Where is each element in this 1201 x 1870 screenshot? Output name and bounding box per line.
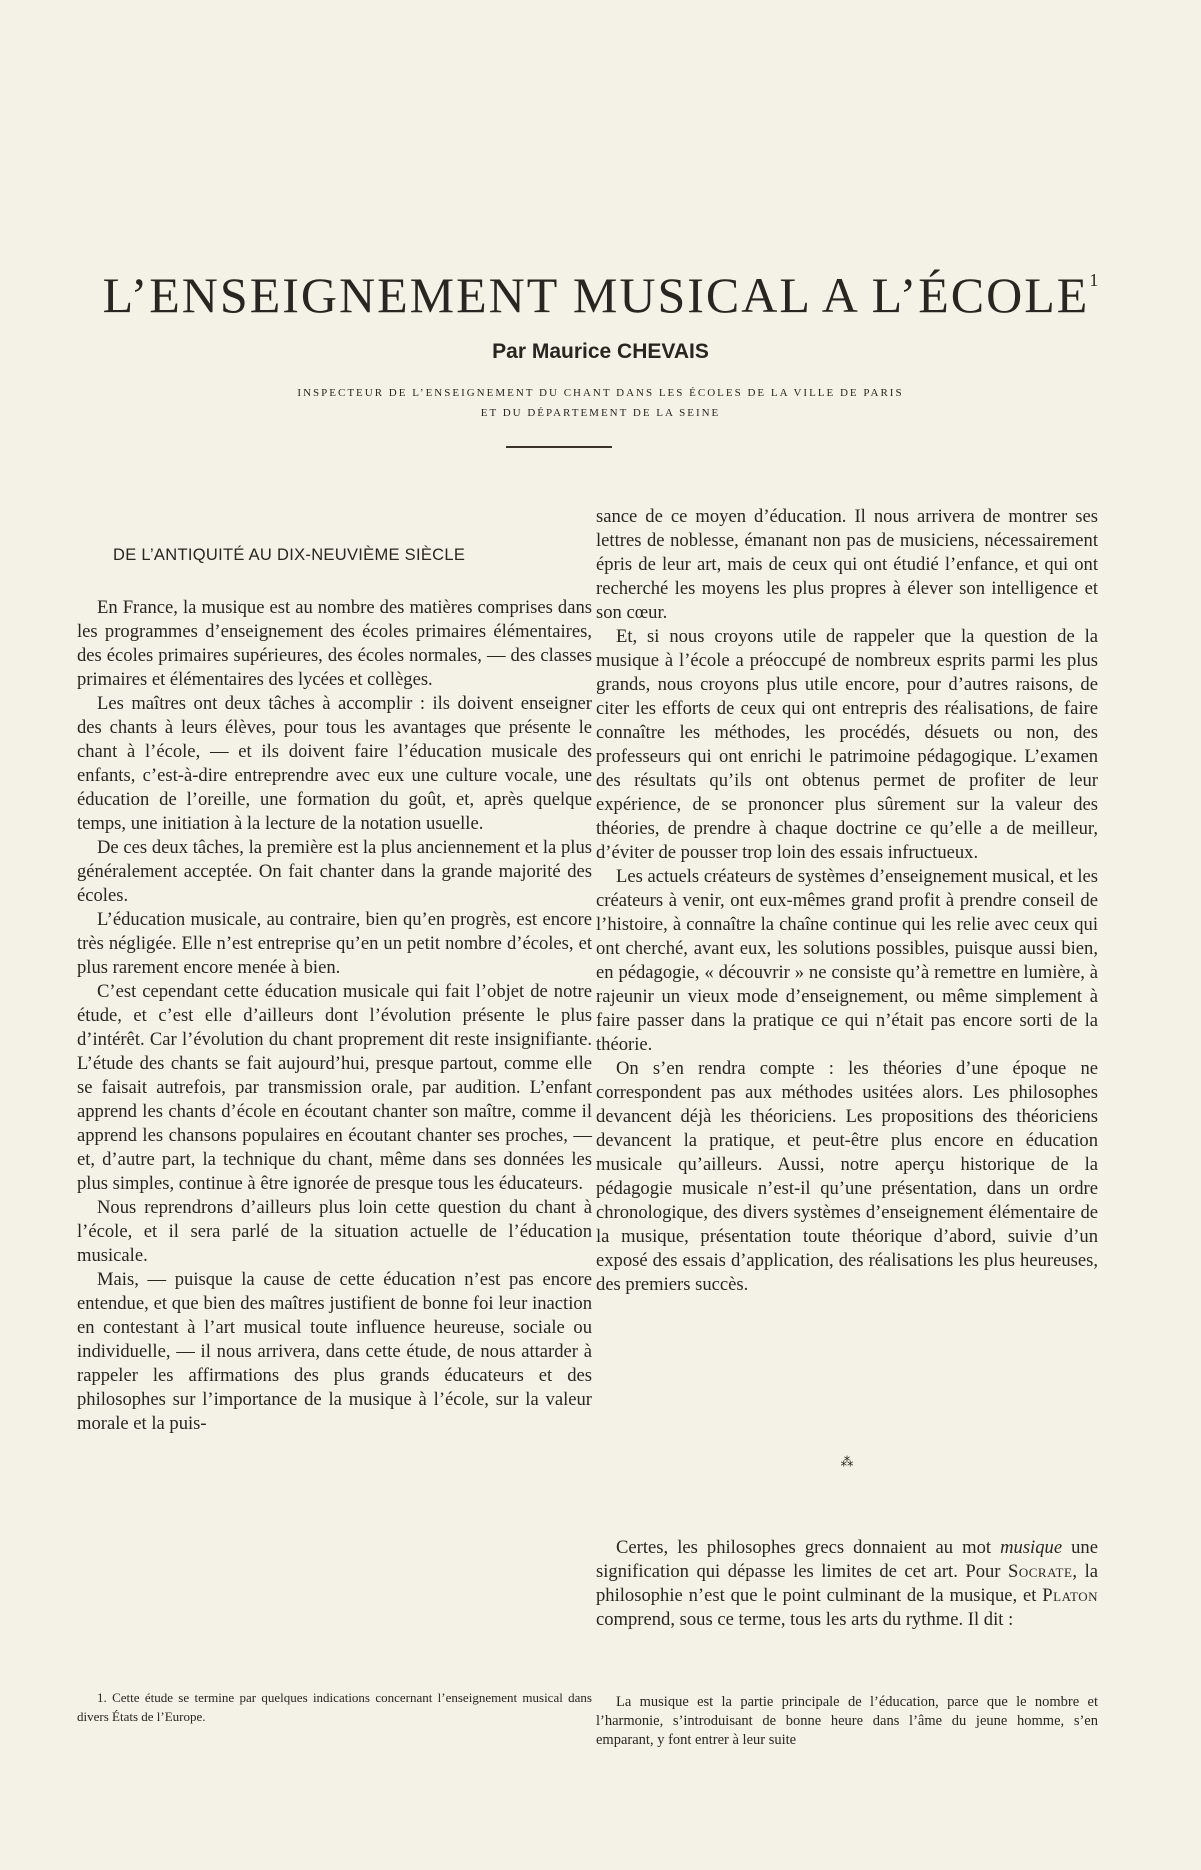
right-lower-block — [596, 1536, 1098, 1632]
paragraph: Nous reprendrons d’ailleurs plus loin cette question du chant à l’école, et il sera parlé de la situation actuelle de l’éducation musicale. — [77, 1197, 592, 1266]
paragraph: L’éducation musicale, au contraire, bien qu’en progrès, est encore très négligée. Elle n’est entreprise qu’en un petit nombre d’écoles, et plus rarement encore menée à bien. — [77, 909, 592, 978]
right-column — [596, 505, 1099, 1748]
left-column — [77, 596, 592, 1436]
block-quote — [596, 1693, 1098, 1750]
footnote-text: 1. Cette étude se termine par quelques indications concernant l’enseignement musical dans divers États de l’Europe. — [77, 1690, 592, 1724]
paragraph: C’est cependant cette éducation musicale qui fait l’objet de notre étude, et c’est elle d’ailleurs dont l’évolution présente le plus d’intérêt. Car l’évolution du chant proprement dit reste insignifiante. L’étude des chants se fait aujourd’hui, presque partout, comme elle se faisait autrefois, par transmission orale, par audition. L’enfant apprend les chants d’école en écoutant chanter son maître, comme il apprend les chansons populaires en écoutant chanter ses proches, — et, d’autre part, la technique du chant, même dans ses données les plus simples, continue à être ignorée de presque tous les éducateurs. — [77, 981, 592, 1194]
author-byline: Par Maurice CHEVAIS — [492, 340, 709, 363]
name-socrate: Socrate — [1008, 1561, 1073, 1582]
paragraph-continuation: sance de ce moyen d’éducation. Il nous arrivera de montrer ses lettres de noblesse, émanant non pas de musiciens, nécessairement épris de leur art, mais de ceux qui ont étudié l’enfance, et qui ont recherché les moyens les plus propres à élever son intelligence et son cœur. — [596, 506, 1098, 623]
paragraph: Les actuels créateurs de systèmes d’enseignement musical, et les créateurs à venir, ont eux-mêmes grand profit à prendre conseil de l’histoire, à connaître la chaîne continue qui les relie avec ceux qui ont cherché, avant eux, les solutions possibles, puisque aussi bien, en pédagogie, « découvrir » ne consiste qu’à remettre en lumière, à rajeunir un vieux mode d’enseignement, ou même simplement à faire passer dans la pratique ce qui n’était pas encore sorti de la théorie. — [596, 866, 1098, 1055]
article-title: L’ENSEIGNEMENT MUSICAL A L’ÉCOLE$^1$ — [102, 267, 1099, 323]
footnote — [77, 1688, 592, 1726]
affiliation-line-1: INSPECTEUR DE L’ENSEIGNEMENT DU CHANT DANS LES ÉCOLES DE LA VILLE DE PARIS — [297, 387, 904, 399]
paragraph: Mais, — puisque la cause de cette éducation n’est pas encore entendue, et que bien des maîtres justifient de bonne foi leur inaction en contestant à l’art musical toute influence heureuse, sociale ou individuelle, — il nous arrivera, dans cette étude, de nous attarder à rappeler les affirmations des plus grands éducateurs et des philosophes sur l’importance de la musique à l’école, sur la valeur morale et la puis- — [77, 1269, 592, 1434]
title-divider — [506, 446, 612, 448]
name-platon: Platon — [1042, 1585, 1098, 1606]
paragraph: En France, la musique est au nombre des matières comprises dans les programmes d’enseignement des écoles primaires élémentaires, des écoles primaires supérieures, des écoles normales, — des classes primaires et élémentaires des lycées et collèges. — [77, 597, 592, 690]
paragraph: Les maîtres ont deux tâches à accomplir : ils doivent enseigner des chants à leurs élèves, pour tous les avantages que présente le chant à l’école, — et ils doivent faire l’éducation musicale des enfants, c’est-à-dire entreprendre avec eux une culture vocale, une éducation de l’oreille, une formation du goût, et, après quelque temps, une initiation à la lecture de la notation usuelle. — [77, 693, 592, 834]
paragraph: Et, si nous croyons utile de rappeler que la question de la musique à l’école a préoccupé de nombreux esprits parmi les plus grands, nous croyons plus utile encore, pour d’autres raisons, de citer les efforts de ceux qui ont entrepris des réalisations, de faire connaître les méthodes, les procédés, désuets ou non, des professeurs qui ont enrichi le patrimoine pédagogique. L’examen des résultats qu’ils ont obtenus permet de profiter de leur expérience, de se prononcer plus sûrement sur la valeur des théories, de prendre à chaque doctrine ce qu’elle a de meilleur, d’éviter de pousser trop loin des essais infructueux. — [596, 626, 1098, 863]
footnote-marker: 1 — [1089, 270, 1099, 290]
paragraph: De ces deux tâches, la première est la plus anciennement et la plus généralement acceptée. On fait chanter dans la grande majorité des écoles. — [77, 837, 592, 906]
section-heading: DE L’ANTIQUITÉ AU DIX-NEUVIÈME SIÈCLE — [113, 546, 466, 564]
paragraph: Certes, les philosophes grecs donnaient au mot musique une signification qui dépasse les limites de cet art. Pour Socrate, la philosophie n’est que le point culminant de la musique, et Platon comprend, sous ce terme, tous les arts du rythme. Il dit : — [596, 1537, 1099, 1630]
italic-term: musique — [1000, 1537, 1063, 1558]
author-affiliation — [0, 383, 1201, 423]
quote-text: La musique est la partie principale de l’éducation, parce que le nombre et l’harmonie, s’introduisant de bonne heure dans l’âme du jeune homme, s’en emparant, y font entrer à leur suite — [596, 1694, 1098, 1748]
paragraph: On s’en rendra compte : les théories d’une époque ne correspondent pas aux méthodes usitées alors. Les philosophes devancent déjà les théoriciens. Les propositions des théoriciens devancent la pratique, et peut-être plus encore en éducation musicale qu’ailleurs. Aussi, notre aperçu historique de la pédagogie musicale n’est-il qu’une présentation, dans un ordre chronologique, des divers systèmes d’enseignement élémentaire de la musique, présentation toute théorique d’abord, suivie d’un exposé des essais d’application, des réalisations les plus heureuses, des premiers succès. — [596, 1058, 1098, 1295]
section-separator: ⁂ — [840, 1454, 854, 1469]
affiliation-line-2: ET DU DÉPARTEMENT DE LA SEINE — [480, 407, 721, 419]
